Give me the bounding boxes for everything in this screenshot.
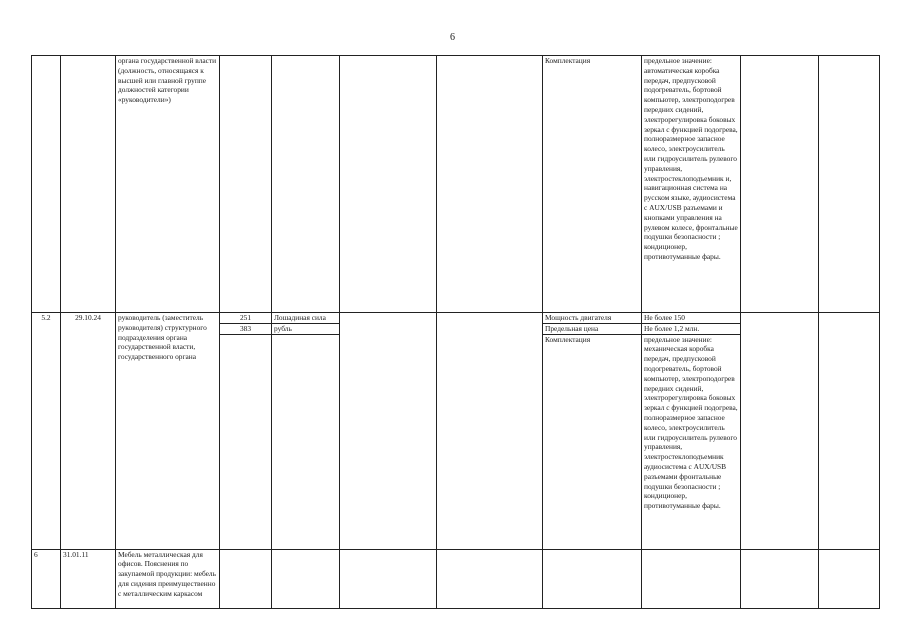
cell-unit-name xyxy=(272,56,340,313)
cell-unit-name xyxy=(272,549,340,608)
cell-num xyxy=(32,56,61,313)
cell-characteristic: Предельная цена xyxy=(543,323,642,334)
cell-unit-code xyxy=(220,334,272,549)
cell-value xyxy=(642,549,741,608)
cell-position: руководитель (заместитель руководителя) структурного подразделения органа государственной власти, государственного органа xyxy=(116,313,220,550)
cell-empty xyxy=(340,549,437,608)
page-number: 6 xyxy=(450,32,455,43)
table-row xyxy=(32,549,880,608)
cell-unit-code xyxy=(220,56,272,313)
specification-table xyxy=(31,55,880,609)
cell-position: Мебель металлическая для офисов. Пояснения по закупаемой продукции: мебель для сидения преимущественно с металлическим каркасом xyxy=(116,549,220,608)
table-row xyxy=(32,56,880,313)
cell-empty xyxy=(437,549,543,608)
cell-code xyxy=(61,56,116,313)
cell-empty xyxy=(340,56,437,313)
cell-characteristic: Комплектация xyxy=(543,334,642,549)
cell-characteristic: Мощность двигателя xyxy=(543,313,642,324)
cell-value: предельное значение: автоматическая коробка передач, предпусковой подогреватель, бортовой компьютер, электроподогрев передних сидений, электрорегулировка боковых зеркал с функцией подогрева, полноразмерное запасное колесо, электроусилитель или гидроусилитель рулевого управления, электростеклоподъемник и, навигационная система на русском языке, аудиосистема с AUX/USB разъемами и кнопками управления на рулевом колесе, фронтальные подушки безопасности ; кондиционер, противотуманные фары. xyxy=(642,56,741,313)
cell-unit-code xyxy=(220,549,272,608)
cell-empty xyxy=(437,313,543,550)
cell-empty xyxy=(819,549,880,608)
cell-empty xyxy=(741,549,819,608)
cell-num: 6 xyxy=(32,549,61,608)
table-row xyxy=(32,313,880,324)
cell-characteristic xyxy=(543,549,642,608)
cell-unit-name xyxy=(272,334,340,549)
cell-characteristic: Комплектация xyxy=(543,56,642,313)
cell-code: 29.10.24 xyxy=(61,313,116,550)
cell-empty xyxy=(741,313,819,550)
cell-empty xyxy=(437,56,543,313)
cell-value: Не более 150 xyxy=(642,313,741,324)
cell-position: органа государственной власти (должность, относящаяся к высшей или главной группе должностей категории «руководители») xyxy=(116,56,220,313)
cell-empty xyxy=(741,56,819,313)
cell-value: Не более 1,2 млн. xyxy=(642,323,741,334)
cell-empty xyxy=(819,56,880,313)
cell-unit-name: Лошадиная сила xyxy=(272,313,340,324)
cell-unit-code: 383 xyxy=(220,323,272,334)
cell-empty xyxy=(340,313,437,550)
cell-unit-name: рубль xyxy=(272,323,340,334)
cell-empty xyxy=(819,313,880,550)
cell-num: 5.2 xyxy=(32,313,61,550)
cell-code: 31.01.11 xyxy=(61,549,116,608)
cell-value: предельное значение: механическая коробка передач, предпусковой подогреватель, бортовой компьютер, электроподогрев передних сидений, электрорегулировка боковых зеркал с функцией подогрева, полноразмерное запасное колесо, электроусилитель или гидроусилитель рулевого управления, электростеклоподъемник аудиосистема с AUX/USB разъемами фронтальные подушки безопасности ; кондиционер, противотуманные фары. xyxy=(642,334,741,549)
cell-unit-code: 251 xyxy=(220,313,272,324)
